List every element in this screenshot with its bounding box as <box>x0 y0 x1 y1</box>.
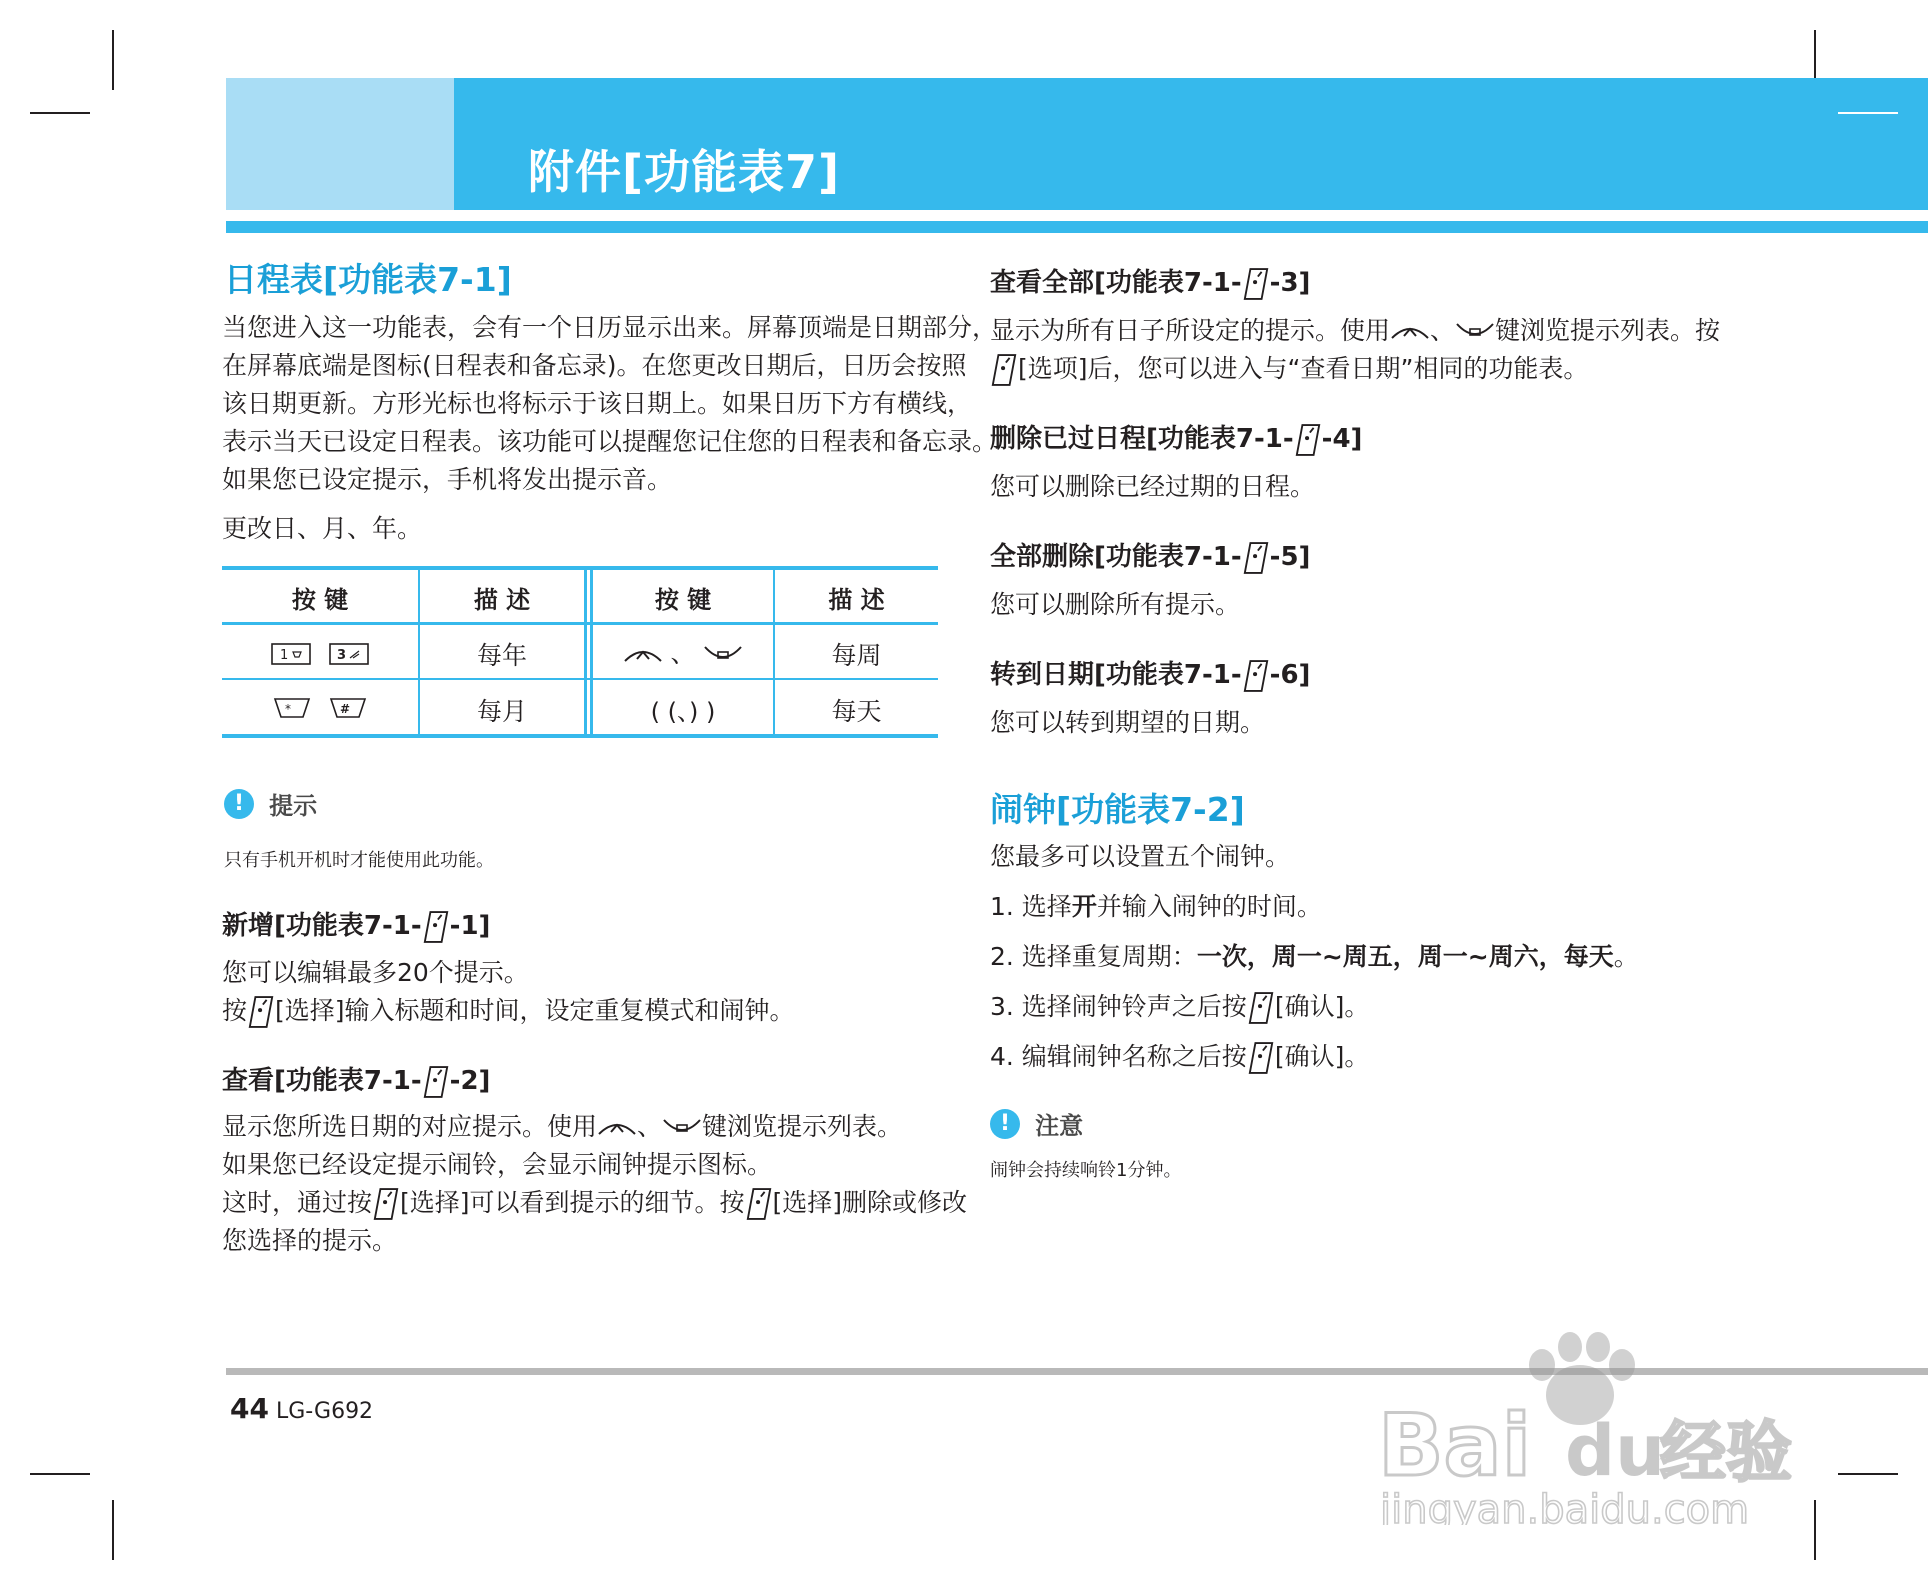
new-line-1: 您可以编辑最多20个提示。 <box>222 958 529 987</box>
nav-up-icon <box>1390 318 1430 346</box>
nav-down-icon <box>1455 318 1495 346</box>
text: 3. 选择闹钟铃声之后按 <box>990 992 1247 1021</box>
note-text: 闹钟会持续响铃1分钟。 <box>990 1160 1182 1181</box>
crop-mark <box>112 1500 114 1560</box>
alarm-step-1 <box>990 888 1322 926</box>
softkey-icon <box>247 994 275 1030</box>
note-title: 注意 <box>1035 1112 1084 1140</box>
nav-down-icon <box>703 641 743 669</box>
exclamation-icon: ! <box>224 789 254 819</box>
softkey-icon <box>1247 990 1275 1026</box>
alarm-intro: 您最多可以设置五个闹钟。 <box>990 842 1291 871</box>
text: [选项]后，您可以进入与“查看日期”相同的功能表。 <box>1018 354 1589 383</box>
alarm-step-4 <box>990 1038 1369 1076</box>
alarm-step-2 <box>990 938 1639 976</box>
svg-text:*: * <box>285 702 292 716</box>
heading-text: 新增[功能表7-1- <box>222 911 422 941</box>
table-cell: 每天 <box>831 697 882 726</box>
heading-text: 删除已过日程[功能表7-1- <box>990 424 1294 454</box>
text: 按 <box>222 996 248 1025</box>
delete-past-text: 您可以删除已经过期的日程。 <box>990 472 1316 501</box>
section-heading-view-all <box>990 262 1310 302</box>
crop-mark <box>30 112 90 114</box>
softkey-icon <box>372 1186 400 1222</box>
header-mark <box>1838 112 1898 114</box>
table-cell: 每年 <box>476 641 527 670</box>
new-line-2 <box>222 992 795 1030</box>
text: 4. 编辑闹钟名称之后按 <box>990 1042 1247 1071</box>
softkey-icon <box>1294 422 1322 458</box>
softkey-icon <box>990 352 1018 388</box>
nav-up-icon <box>597 1114 637 1142</box>
table-rule <box>222 622 938 625</box>
text-bold: 开 <box>1071 892 1097 921</box>
text: 1. 选择 <box>990 892 1072 921</box>
softkey-icon <box>1242 266 1270 302</box>
side-keys-text: ( (、) ) <box>650 698 716 726</box>
exclamation-icon: ! <box>990 1109 1020 1139</box>
table-header: 描 述 <box>473 586 531 614</box>
key-3-icon <box>329 643 369 665</box>
text: [确认]。 <box>1274 992 1370 1021</box>
heading-text: 全部删除[功能表7-1- <box>990 542 1242 572</box>
section-heading-new <box>222 905 490 945</box>
text: [选择]删除或修改 <box>772 1188 968 1217</box>
text-line: 当您进入这一功能表，会有一个日历显示出来。屏幕顶端是日期部分， <box>222 313 998 342</box>
heading-text: -2] <box>449 1066 491 1096</box>
text-bold: 一次，周一~周五，周一~周六，每天 <box>1196 942 1614 971</box>
svg-text:3: 3 <box>336 648 347 663</box>
text-line: 该日期更新。方形光标也将标示于该日期上。如果日历下方有横线， <box>222 389 973 418</box>
key-1-icon <box>271 643 311 665</box>
key-star-icon <box>273 696 311 720</box>
section-heading-view <box>222 1060 490 1100</box>
page-number: 44 <box>230 1392 269 1425</box>
table-header: 按 键 <box>291 586 349 614</box>
view-all-line-1 <box>990 312 1720 350</box>
heading-text: -4] <box>1321 424 1363 454</box>
text: 这时，通过按 <box>222 1188 373 1217</box>
section-heading-schedule: 日程表[功能表7-1] <box>224 260 512 299</box>
baidu-watermark <box>1370 1325 1910 1525</box>
table-cell: 每周 <box>831 641 882 670</box>
goto-text: 您可以转到期望的日期。 <box>990 708 1266 737</box>
softkey-icon <box>1247 1040 1275 1076</box>
note-box <box>990 1106 1083 1141</box>
nav-down-icon <box>662 1114 702 1142</box>
text: 、 <box>637 1112 663 1141</box>
view-line-4: 您选择的提示。 <box>222 1226 398 1255</box>
table-cell-keys <box>593 692 773 727</box>
text: 2. 选择重复周期： <box>990 942 1197 971</box>
tip-text: 只有手机开机时才能使用此功能。 <box>224 850 494 871</box>
view-all-line-2 <box>990 350 1588 388</box>
model-name: LG-G692 <box>275 1399 374 1424</box>
nav-up-icon <box>623 641 663 669</box>
table-cell-keys <box>222 692 418 721</box>
watermark-url: jingyan.baidu.com <box>1380 1487 1750 1525</box>
softkey-icon <box>422 909 450 945</box>
text: 。 <box>1613 942 1639 971</box>
table-rule <box>222 678 938 680</box>
text: 、 <box>1430 316 1456 345</box>
heading-text: 转到日期[功能表7-1- <box>990 660 1242 690</box>
heading-text: -3] <box>1269 268 1311 298</box>
heading-text: 查看[功能表7-1- <box>222 1066 422 1096</box>
table-rule <box>222 734 938 738</box>
crop-mark <box>30 1473 90 1475</box>
table-cell-keys <box>593 634 773 670</box>
softkey-icon <box>1242 658 1270 694</box>
text-line: 在屏幕底端是图标(日程表和备忘录)。在您更改日期后，日历会按照 <box>222 351 967 380</box>
text: [选择]输入标题和时间，设定重复模式和闹钟。 <box>275 996 795 1025</box>
crop-mark <box>112 30 114 90</box>
alarm-step-3 <box>990 988 1369 1026</box>
tip-title: 提示 <box>269 792 318 820</box>
heading-text: 查看全部[功能表7-1- <box>990 268 1242 298</box>
watermark-brand: Bai <box>1378 1396 1532 1496</box>
schedule-body <box>222 309 997 499</box>
watermark-brand-2: du <box>1565 1410 1665 1492</box>
text-line: 表示当天已设定日程表。该功能可以提醒您记住您的日程表和备忘录。 <box>222 427 998 456</box>
text: 键浏览提示列表。按 <box>1495 316 1721 345</box>
softkey-icon <box>1242 540 1270 576</box>
section-heading-goto <box>990 654 1310 694</box>
table-header: 描 述 <box>828 586 885 614</box>
text: 显示您所选日期的对应提示。使用 <box>222 1112 598 1141</box>
text: [确认]。 <box>1274 1042 1370 1071</box>
text: [选择]可以看到提示的细节。按 <box>400 1188 745 1217</box>
schedule-change-text: 更改日、月、年。 <box>222 514 423 543</box>
table-rule <box>222 566 938 570</box>
text: 键浏览提示列表。 <box>702 1112 903 1141</box>
text-line: 如果您已设定提示，手机将发出提示音。 <box>222 465 673 494</box>
key-hash-icon <box>329 696 367 720</box>
section-heading-delete-all <box>990 536 1310 576</box>
svg-text:#: # <box>339 702 351 716</box>
view-line-1 <box>222 1108 902 1146</box>
header-band-light <box>226 78 454 210</box>
text: 显示为所有日子所设定的提示。使用 <box>990 316 1391 345</box>
view-line-3 <box>222 1184 967 1222</box>
watermark-brand-3: 经验 <box>1660 1414 1792 1491</box>
heading-text: -1] <box>449 911 491 941</box>
header-rule <box>226 221 1928 233</box>
heading-text: -6] <box>1269 660 1311 690</box>
table-header: 按 键 <box>654 586 712 614</box>
section-heading-delete-past <box>990 418 1362 458</box>
svg-text:1: 1 <box>280 648 289 663</box>
tip-box <box>224 786 317 821</box>
delete-all-text: 您可以删除所有提示。 <box>990 590 1241 619</box>
key-separator: 、 <box>670 639 696 668</box>
softkey-icon <box>422 1064 450 1100</box>
text: 并输入闹钟的时间。 <box>1096 892 1322 921</box>
softkey-icon <box>745 1186 773 1222</box>
view-line-2: 如果您已经设定提示闹铃，会显示闹钟提示图标。 <box>222 1150 773 1179</box>
heading-text: -5] <box>1269 542 1311 572</box>
section-heading-alarm: 闹钟[功能表7-2] <box>990 790 1245 829</box>
table-divider <box>584 566 587 736</box>
table-cell: 每月 <box>476 697 527 726</box>
footer <box>230 1392 373 1425</box>
page-title: 附件[功能表7] <box>528 145 841 199</box>
table-cell-keys <box>222 638 418 667</box>
